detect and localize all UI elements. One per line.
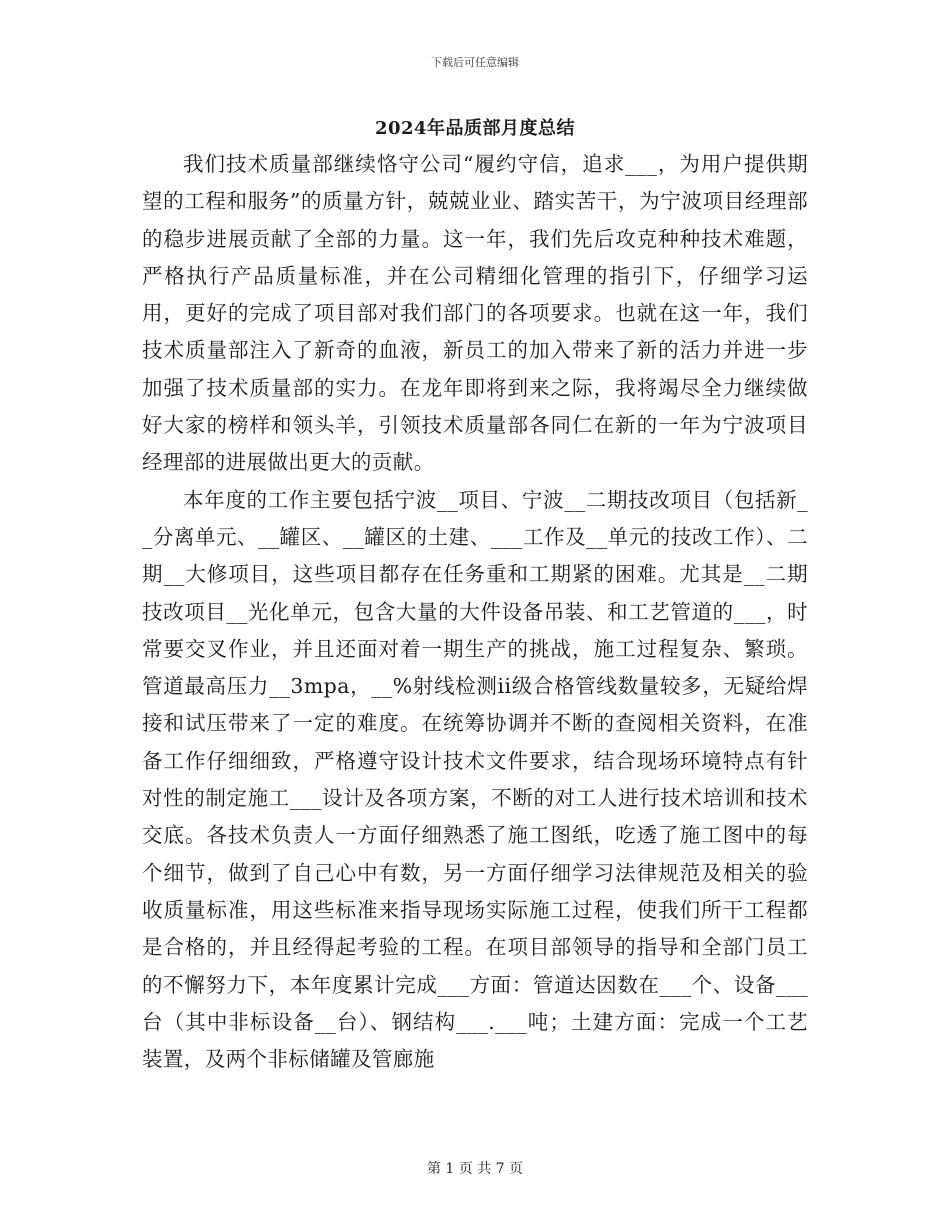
document-title: 2024年品质部月度总结 [374,118,576,139]
body-paragraph-2: 本年度的工作主要包括宁波__项目、宁波__二期技改项目（包括新__分离单元、__罐区、__罐区的土建、___工作及__单元的技改工作）、二期__大修项目，这些项目都存在任务重和工期紧的困难。尤其是__二期技改项目__光化单元，包含大量的大件设备吊装、和工艺管道的___，时常要交叉作业，并且还面对着一期生产的挑战，施工过程复杂、繁琐。管道最高压力__3mpa，__%射线检测ii级合格管线数量较多，无疑给焊接和试压带来了一定的难度。在统筹协调并不断的查阅相关资料，在准备工作仔细细致，严格遵守设计技术文件要求，结合现场环境特点有针对性的制定施工___设计及各项方案，不断的对工人进行技术培训和技术交底。各技术负责人一方面仔细熟悉了施工图纸，吃透了施工图中的每个细节，做到了自己心中有数，另一方面仔细学习法律规范及相关的验收质量标准，用这些标准来指导现场实际施工过程，使我们所干工程都是合格的，并且经得起考验的工程。在项目部领导的指导和全部门员工的不懈努力下，本年度累计完成___方面：管道达因数在___个、设备___台（其中非标设备__台）、钢结构___.___吨；土建方面：完成一个工艺装置，及两个非标储罐及管廊施 [142,487,808,1072]
header-note: 下载后可任意编辑 [431,56,519,69]
body-paragraph-1: 我们技术质量部继续恪守公司“履约守信，追求___，为用户提供期望的工程和服务”的质量方针，兢兢业业、踏实苦干，为宁波项目经理部的稳步进展贡献了全部的力量。这一年，我们先后攻克种种技术难题，严格执行产品质量标准，并在公司精细化管理的指引下，仔细学习运用，更好的完成了项目部对我们部门的各项要求。也就在这一年，我们技术质量部注入了新奇的血液，新员工的加入带来了新的活力并进一步加强了技术质量部的实力。在龙年即将到来之际，我将竭尽全力继续做好大家的榜样和领头羊，引领技术质量部各同仁在新的一年为宁波项目经理部的进展做出更大的贡献。 [142,152,808,475]
document-body [142,146,808,1078]
page-number: 第 1 页 共 7 页 [426,1161,524,1177]
